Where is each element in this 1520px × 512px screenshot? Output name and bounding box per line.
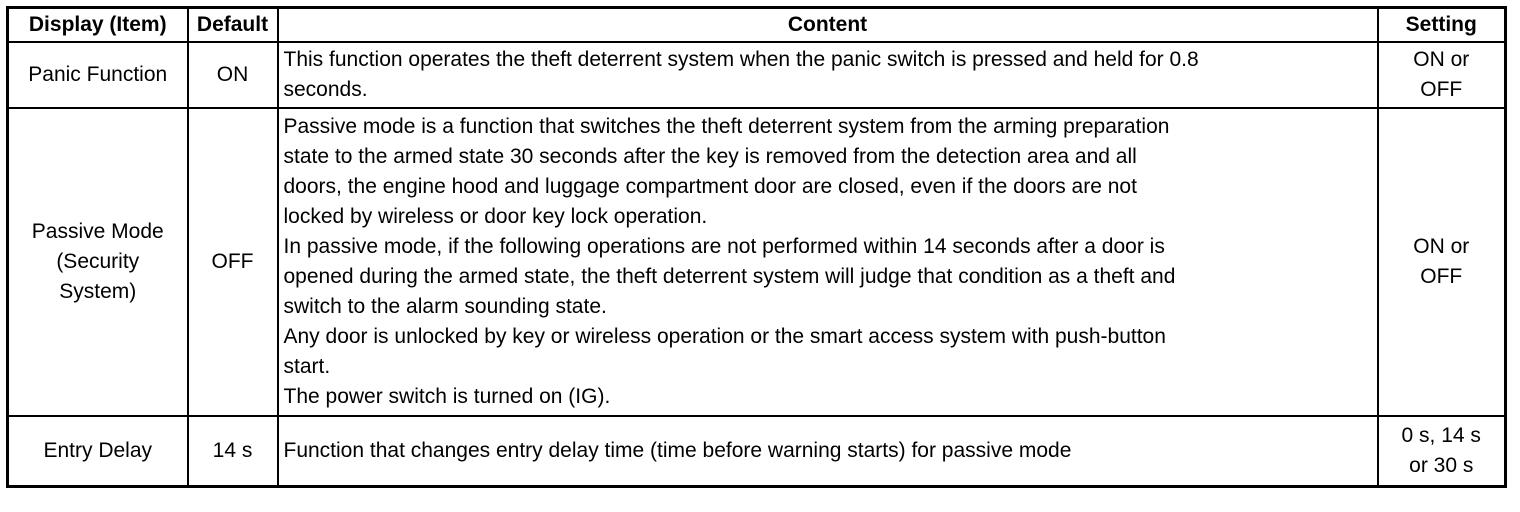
- default-cell: ON: [188, 42, 278, 108]
- content-line: locked by wireless or door key lock operation.: [283, 205, 708, 228]
- content-line: opened during the armed state, the theft deterrent system will judge that condition as a theft and: [283, 265, 1176, 288]
- item-label: Entry Delay: [43, 439, 153, 462]
- setting-line: ON or: [1413, 48, 1470, 71]
- table-row: [8, 42, 1506, 108]
- content-cell: [278, 108, 1378, 416]
- content-cell: [278, 42, 1378, 108]
- settings-table: [6, 6, 1507, 488]
- table-row: [8, 416, 1506, 487]
- content-line: This function operates the theft deterrent system when the panic switch is pressed and held for 0.8: [283, 48, 1199, 71]
- item-label: Panic Function: [28, 63, 168, 86]
- setting-line: 0 s, 14 s: [1401, 424, 1481, 447]
- content-line: Function that changes entry delay time (time before warning starts) for passive mode: [283, 439, 1072, 462]
- item-label: System): [59, 280, 137, 303]
- default-cell: OFF: [188, 108, 278, 416]
- header-setting: Setting: [1378, 8, 1506, 43]
- item-cell: [8, 42, 188, 108]
- default-cell: 14 s: [188, 416, 278, 487]
- item-cell: [8, 108, 188, 416]
- content-line: In passive mode, if the following operations are not performed within 14 seconds after a door is: [283, 235, 1165, 258]
- content-line: switch to the alarm sounding state.: [283, 295, 607, 318]
- setting-line: OFF: [1420, 265, 1463, 288]
- item-label: Passive Mode: [31, 220, 164, 243]
- setting-line: ON or: [1413, 235, 1470, 258]
- setting-cell: [1378, 416, 1506, 487]
- item-label: (Security: [56, 250, 140, 273]
- content-line: start.: [283, 355, 331, 378]
- content-line: Passive mode is a function that switches the theft deterrent system from the arming preparation: [283, 115, 1170, 138]
- content-line: The power switch is turned on (IG).: [283, 385, 611, 408]
- table-row: [8, 108, 1506, 416]
- setting-line: or 30 s: [1409, 454, 1474, 477]
- content-line: doors, the engine hood and luggage compartment door are closed, even if the doors are not: [283, 175, 1137, 198]
- header-row: [8, 8, 1506, 43]
- setting-line: OFF: [1420, 78, 1463, 101]
- setting-cell: [1378, 42, 1506, 108]
- content-line: Any door is unlocked by key or wireless operation or the smart access system with push-button: [283, 325, 1166, 348]
- content-line: seconds.: [283, 78, 368, 101]
- header-default: Default: [188, 8, 278, 43]
- header-content: Content: [278, 8, 1378, 43]
- content-line: state to the armed state 30 seconds after the key is removed from the detection area and all: [283, 145, 1137, 168]
- item-cell: [8, 416, 188, 487]
- setting-cell: [1378, 108, 1506, 416]
- content-cell: [278, 416, 1378, 487]
- header-display-item: Display (Item): [8, 8, 188, 43]
